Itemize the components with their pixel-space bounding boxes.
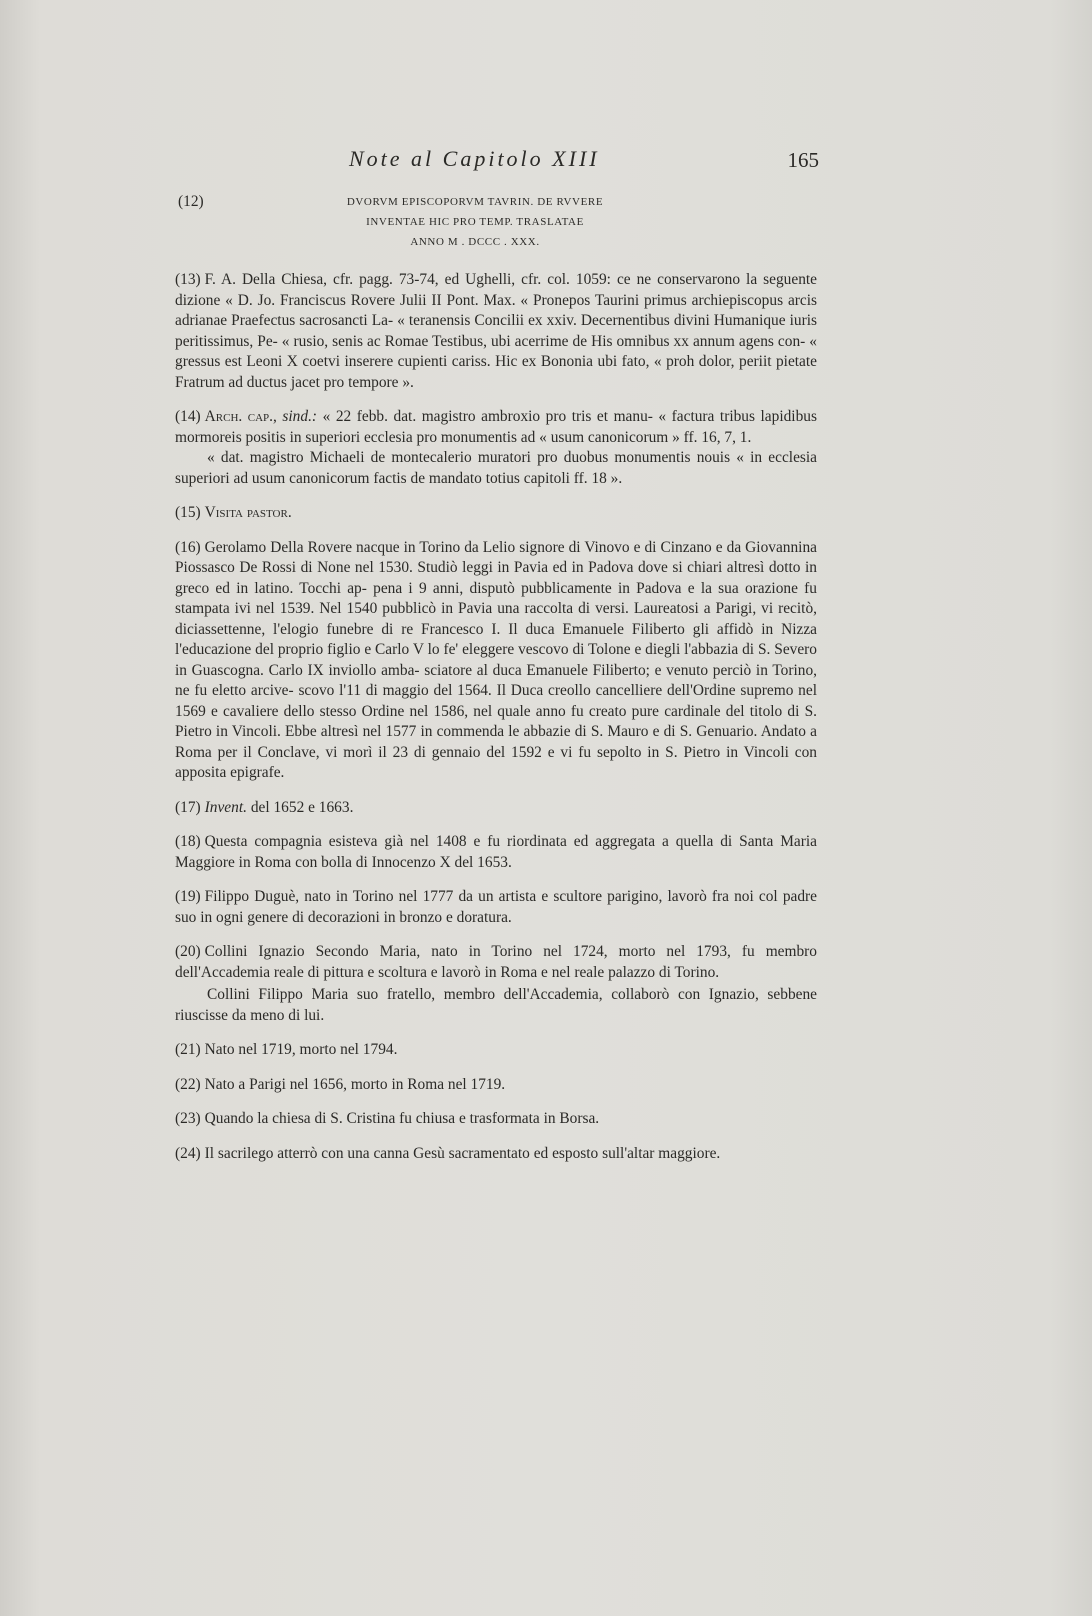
inscription-line: ANNO M . DCCC . XXX. <box>410 236 540 248</box>
note-number: (17) <box>175 798 201 816</box>
inscription-line: INVENTAE HIC PRO TEMP. TRASLATAE <box>366 216 584 228</box>
notes-body <box>175 192 817 1178</box>
note-source-label: Arch. cap., <box>204 408 277 425</box>
note-number: (13) <box>175 271 201 288</box>
note-text: Filippo Duguè, nato in Torino nel 1777 da un artista e scultore parigino, lavorò fra noi col padre suo in ogni genere di decorazioni in bronzo e doratura. <box>175 888 817 926</box>
note-text: del 1652 e 1663. <box>250 798 354 816</box>
note-number: (16) <box>175 538 201 556</box>
note-text: Nato nel 1719, morto nel 1794. <box>204 1041 398 1058</box>
note-19 <box>175 887 817 928</box>
note-text: Nato a Parigi nel 1656, morto in Roma nel 1719. <box>204 1075 506 1093</box>
note-number: (12) <box>178 193 204 210</box>
note-number: (22) <box>175 1075 201 1093</box>
note-text: « 22 febb. dat. magistro ambroxio pro tris et manu- « factura tribus lapidibus mormoreis positis in superiori ecclesia pro monumentis ad « usum canonicorum » ff. 16, 7, 1. <box>175 408 817 446</box>
note-18 <box>175 832 817 873</box>
running-title: Note al Capitolo XIII <box>349 146 600 171</box>
note-number: (23) <box>175 1110 201 1127</box>
note-16 <box>175 538 817 784</box>
epigraph-inscription <box>295 192 655 252</box>
note-number: (15) <box>175 504 201 521</box>
note-text: Visita pastor. <box>204 504 292 521</box>
note-text: Il sacrilego atterrò con una canna Gesù sacramentato ed esposto sull'altar maggiore. <box>204 1144 721 1162</box>
note-text: Collini Ignazio Secondo Maria, nato in Torino nel 1724, morto nel 1793, fu membro dell'Accademia reale di pittura e scoltura e lavorò in Roma e nel reale palazzo di Torino. <box>175 943 817 981</box>
note-text: Questa compagnia esisteva già nel 1408 e fu riordinata ed aggregata a quella di Santa Maria Maggiore in Roma con bolla di Innocenzo X del 1653. <box>175 833 817 871</box>
note-14 <box>175 407 817 489</box>
note-text: Gerolamo Della Rovere nacque in Torino da Lelio signore di Vinovo e di Cinzano e da Giovannina Piossasco De Rossi di None nel 1530. Studiò leggi in Pavia ed in Padova dove si chiari altresì dotto in greco ed in latino. Tocchi ap- pena i 9 anni, disputò pubblicamente in Padova e la sua orazione fu stampata ivi nel 1539. Nel 1540 pubblicò in Pavia una raccolta di versi. Laureatosi a Parigi, vi recitò, diciassettenne, l'elogio funebre di re Francesco I. Il duca Emanuele Filiberto gli affidò in Nizza l'educazione del proprio figlio e Carlo V lo fe' eleggere vescovo di Tolone e diegli l'abbazia di S. Severo in Guascogna. Carlo IX inviollo amba- sciatore al duca Emanuele Filiberto; e venuto perciò in Torino, ne fu eletto arcive- scovo l'11 di maggio del 1564. Il Duca creollo cancelliere dell'Ordine supremo nel 1569 e cavaliere dello stesso Ordine nel 1586, nel quale anno fu creato pure cardinale del titolo di S. Pietro in Vincoli. Ebbe altresì nel 1577 in commenda le abbazie di S. Mauro e di S. Genuario. Andato a Roma per il Conclave, vi morì il 23 di gennaio del 1592 e vi fu sepolto in S. Pietro in Vincoli con apposita epigrafe. <box>175 538 817 781</box>
note-number: (21) <box>175 1041 201 1058</box>
note-17 <box>175 798 817 819</box>
page-number: 165 <box>787 148 819 172</box>
note-13 <box>175 270 817 393</box>
note-15 <box>175 503 817 524</box>
note-number: (19) <box>175 888 201 905</box>
note-number: (20) <box>175 943 201 960</box>
note-text: Quando la chiesa di S. Cristina fu chiusa e trasformata in Borsa. <box>204 1110 600 1127</box>
note-source: Invent. <box>204 798 247 816</box>
note-23 <box>175 1109 817 1130</box>
inscription-line: DVORVM EPISCOPORVM TAVRIN. DE RVVERE <box>346 196 604 208</box>
note-number: (24) <box>175 1144 201 1162</box>
note-number: (18) <box>175 833 201 850</box>
note-source: sind.: <box>282 408 318 425</box>
note-text-continued: « dat. magistro Michaeli de montecalerio muratori pro duobus monumentis nouis « in ecclesia superiori ad usum canonicorum factis de mandato totius capitoli ff. 18 ». <box>175 449 817 487</box>
note-text: F. A. Della Chiesa, cfr. pagg. 73-74, ed Ughelli, cfr. col. 1059: ce ne conservarono la seguente dizione « D. Jo. Franciscus Rovere Julii II Pont. Max. « Pronepos Taurini primus archiepiscopus arcis adrianae Praefectus sacrosancti La- « teranensis Concilii ex xxiv. Decernentibus divini Humanique iuris peritissimus, Pe- « rusio, senis ac Romae Testibus, ubi acerrime de His omnibus xx annum agens con- « gressus est Leoni X coetvi inserere cupienti cariss. Hic ex Bononia ubi fato, « proh dolor, periit pietate Fratrum ad ductus jacet pro tempore ». <box>175 271 817 391</box>
note-21 <box>175 1040 817 1061</box>
note-12 <box>175 192 817 256</box>
note-24 <box>175 1144 817 1165</box>
note-number: (14) <box>175 408 201 425</box>
page-header <box>173 146 819 176</box>
note-20 <box>175 942 817 1026</box>
note-22 <box>175 1075 817 1096</box>
note-text-continued: Collini Filippo Maria suo fratello, membro dell'Accademia, collaborò con Ignazio, sebbene riuscisse da meno di lui. <box>175 986 817 1024</box>
